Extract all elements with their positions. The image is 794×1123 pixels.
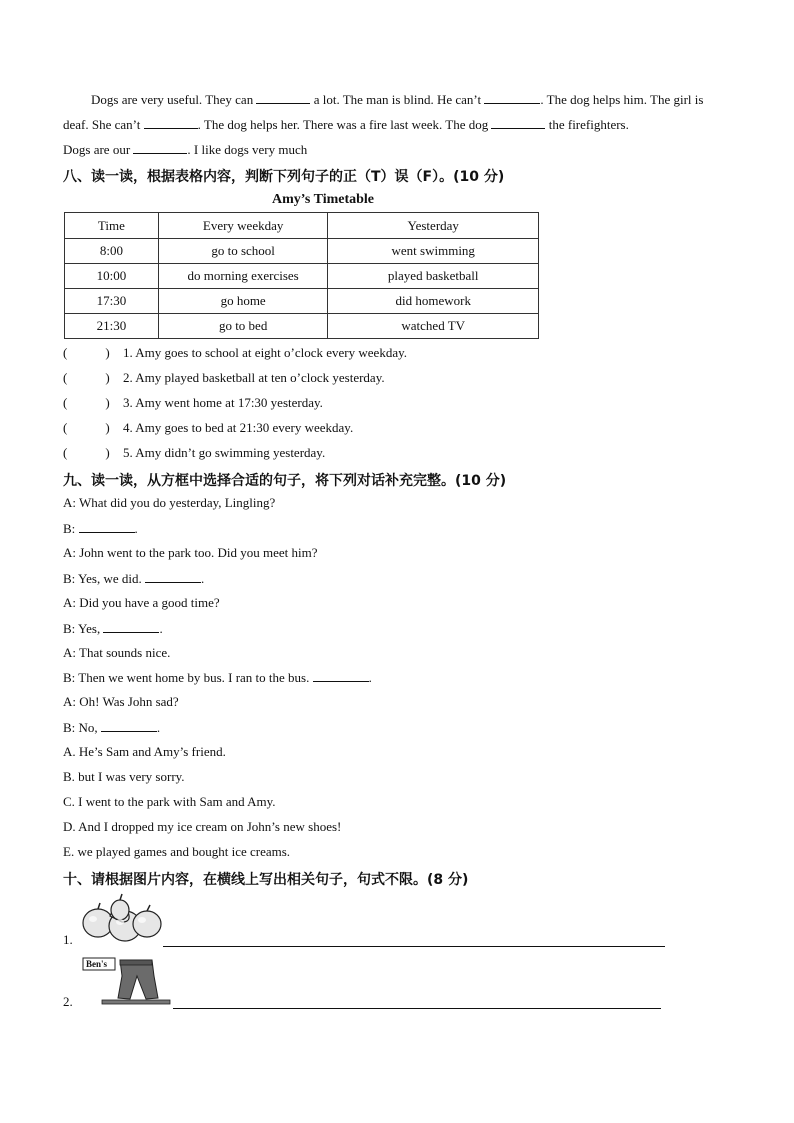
table-cell: 10:00 [65, 264, 159, 289]
dialogue-blank[interactable] [103, 620, 159, 633]
header-cell: Yesterday [328, 213, 539, 239]
header-cell: Every weekday [158, 213, 328, 239]
dialogue-blank[interactable] [79, 520, 135, 533]
option-item: A. He’s Sam and Amy’s friend. [63, 744, 226, 759]
table-cell: watched TV [328, 314, 539, 339]
blank-4[interactable] [491, 116, 545, 129]
passage-text: Dogs are very useful. They can [91, 92, 254, 107]
pears-icon [80, 892, 164, 944]
pants-tag-text: Ben's [86, 959, 108, 969]
option-item: D. And I dropped my ice cream on John’s new shoes! [63, 819, 342, 834]
table-cell: did homework [328, 289, 539, 314]
tf-item [63, 395, 323, 411]
dialogue-blank[interactable] [313, 669, 369, 682]
answer-parens[interactable]: ( ) [63, 370, 110, 385]
option-item: C. I went to the park with Sam and Amy. [63, 794, 276, 809]
tf-item [63, 445, 325, 461]
dialogue-line: A: Oh! Was John sad? [63, 694, 179, 709]
table-cell: played basketball [328, 264, 539, 289]
pants-icon [82, 956, 172, 1006]
item-number: 2. [63, 994, 73, 1009]
dialogue-line: B: Yes, we did. . [63, 571, 205, 586]
table-row [65, 239, 539, 264]
table-row [65, 314, 539, 339]
table-title: Amy’s Timetable [272, 192, 375, 207]
answer-line-2[interactable] [173, 1008, 661, 1009]
dialogue-line: A: That sounds nice. [63, 645, 171, 660]
dialogue-line: A: John went to the park too. Did you meet him? [63, 545, 318, 560]
table-cell: go to school [158, 239, 328, 264]
tf-statement: 5. Amy didn’t go swimming yesterday. [123, 445, 326, 460]
answer-parens[interactable]: ( ) [63, 395, 110, 410]
answer-parens[interactable]: ( ) [63, 420, 110, 435]
tf-statement: 2. Amy played basketball at ten o’clock yesterday. [123, 370, 385, 385]
tf-statement: 3. Amy went home at 17:30 yesterday. [123, 395, 323, 410]
table-cell: 21:30 [65, 314, 159, 339]
table-cell: went swimming [328, 239, 539, 264]
table-cell: do morning exercises [158, 264, 328, 289]
table-row [65, 289, 539, 314]
table-cell: go to bed [158, 314, 328, 339]
section-10-heading: 十、请根据图片内容，在横线上写出相关句子，句式不限。(8 分) [63, 872, 469, 888]
table-cell: 8:00 [65, 239, 159, 264]
passage [63, 87, 723, 162]
tf-statement: 4. Amy goes to bed at 21:30 every weekday. [123, 420, 354, 435]
tf-item [63, 345, 407, 361]
tf-statement: 1. Amy goes to school at eight o’clock every weekday. [123, 345, 407, 360]
answer-parens[interactable]: ( ) [63, 445, 110, 460]
dialogue-line: A: Did you have a good time? [63, 595, 220, 610]
dialogue-line: B: Yes, . [63, 621, 163, 636]
timetable [64, 212, 539, 339]
section-9-heading: 九、读一读，从方框中选择合适的句子，将下列对话补充完整。(10 分) [63, 473, 507, 489]
option-item: B. but I was very sorry. [63, 769, 185, 784]
dialogue-blank[interactable] [145, 570, 201, 583]
blank-2[interactable] [484, 91, 540, 104]
dialogue-line: B: No, . [63, 720, 161, 735]
table-header-row [65, 213, 539, 239]
section-8-heading: 八、读一读，根据表格内容，判断下列句子的正（T）误（F）。(10 分) [63, 169, 505, 185]
dialogue-line: B: . [63, 521, 138, 536]
blank-1[interactable] [256, 91, 310, 104]
passage-text: . I like dogs very much [187, 142, 308, 157]
passage-text: . The dog helps him. The girl is deaf. She can’t [63, 92, 704, 132]
answer-line-1[interactable] [163, 946, 665, 947]
dialogue-blank[interactable] [101, 719, 157, 732]
option-item: E. we played games and bought ice creams. [63, 844, 291, 859]
table-row [65, 264, 539, 289]
passage-text: . The dog helps her. There was a fire last week. The dog [197, 117, 489, 132]
passage-text: Dogs are our [63, 142, 131, 157]
header-cell: Time [65, 213, 159, 239]
dialogue-line: B: Then we went home by bus. I ran to the bus. . [63, 670, 372, 685]
dialogue-line: A: What did you do yesterday, Lingling? [63, 495, 276, 510]
blank-5[interactable] [133, 141, 187, 154]
passage-text: a lot. The man is blind. He can’t [313, 92, 482, 107]
table-cell: go home [158, 289, 328, 314]
blank-3[interactable] [144, 116, 198, 129]
passage-text: the firefighters. [548, 117, 629, 132]
table-cell: 17:30 [65, 289, 159, 314]
tf-item [63, 420, 353, 436]
item-number: 1. [63, 932, 73, 947]
tf-item [63, 370, 385, 386]
answer-parens[interactable]: ( ) [63, 345, 110, 360]
